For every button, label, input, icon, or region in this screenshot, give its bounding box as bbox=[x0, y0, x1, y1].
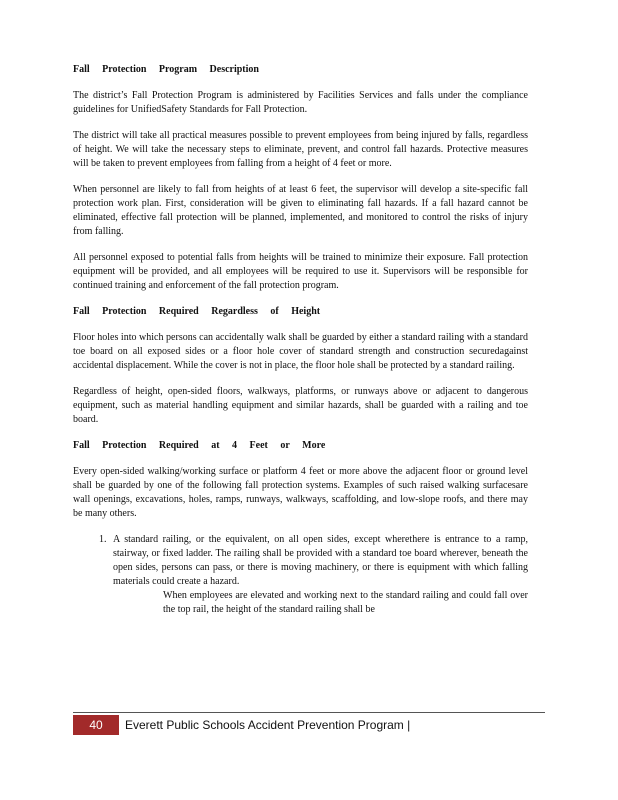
footer-title: Everett Public Schools Accident Prevention Program | bbox=[125, 718, 411, 732]
page-content bbox=[73, 63, 528, 617]
fall-protection-systems-list bbox=[73, 533, 528, 617]
sub-list bbox=[113, 589, 528, 617]
page-footer bbox=[73, 712, 545, 732]
paragraph: Floor holes into which persons can accidentally walk shall be guarded by either a standard railing with a standard toe board on all exposed sides or a floor hole cover of standard strength and construction securedagainst accidental displacement. While the cover is not in place, the floor hole shall be protected by a standard railing. bbox=[73, 332, 528, 371]
section-heading-program-description: Fall Protection Program Description bbox=[73, 64, 259, 75]
paragraph: The district will take all practical measures possible to prevent employees from being injured by falls, regardless of height. We will take the necessary steps to eliminate, prevent, and control fall hazards. Protective measures will be taken to prevent employees from falling from a height of 4 feet or more. bbox=[73, 130, 528, 169]
paragraph: All personnel exposed to potential falls from heights will be trained to minimize their exposure. Fall protection equipment will be provided, and all employees will be required to use it. Supervisors will be responsible for continued training and enforcement of the fall protection program. bbox=[73, 252, 528, 291]
list-item bbox=[109, 533, 528, 617]
sub-list-item bbox=[147, 589, 528, 617]
list-item-text: A standard railing, or the equivalent, on all open sides, except wherethere is entrance to a ramp, stairway, or fixed ladder. The railing shall be provided with a standard toe board wherever, beneath the open sides, persons can pass, or there is moving machinery, or there is equipment with which falling materials could create a hazard. bbox=[113, 534, 528, 587]
paragraph: When personnel are likely to fall from heights of at least 6 feet, the supervisor will develop a site-specific fall protection work plan. First, consideration will be given to eliminating fall hazards. If a fall hazard cannot be eliminated, effective fall protection will be planned, implemented, and monitored to control the risks of injury from falling. bbox=[73, 184, 528, 237]
paragraph: The district’s Fall Protection Program is administered by Facilities Services and falls under the compliance guidelines for UnifiedSafety Standards for Fall Protection. bbox=[73, 90, 528, 115]
paragraph: Every open-sided walking/working surface or platform 4 feet or more above the adjacent floor or ground level shall be guarded by one of the following fall protection systems. Examples of such raised walking surfacesare wall openings, excavations, holes, ramps, runways, walkways, scaffolding, and low-slope roofs, and there may be many others. bbox=[73, 466, 528, 519]
section-heading-regardless-of-height: Fall Protection Required Regardless of Height bbox=[73, 306, 321, 317]
paragraph: Regardless of height, open-sided floors, walkways, platforms, or runways above or adjacent to dangerous equipment, such as material handling equipment and similar hazards, shall be guarded with a railing and toe board. bbox=[73, 386, 528, 425]
section-heading-four-feet-or-more: Fall Protection Required at 4 Feet or More bbox=[73, 440, 326, 451]
page-number-badge: 40 bbox=[73, 715, 119, 735]
sub-list-item-text: When employees are elevated and working next to the standard railing and could fall over the top rail, the height of the standard railing shall be bbox=[163, 590, 528, 615]
